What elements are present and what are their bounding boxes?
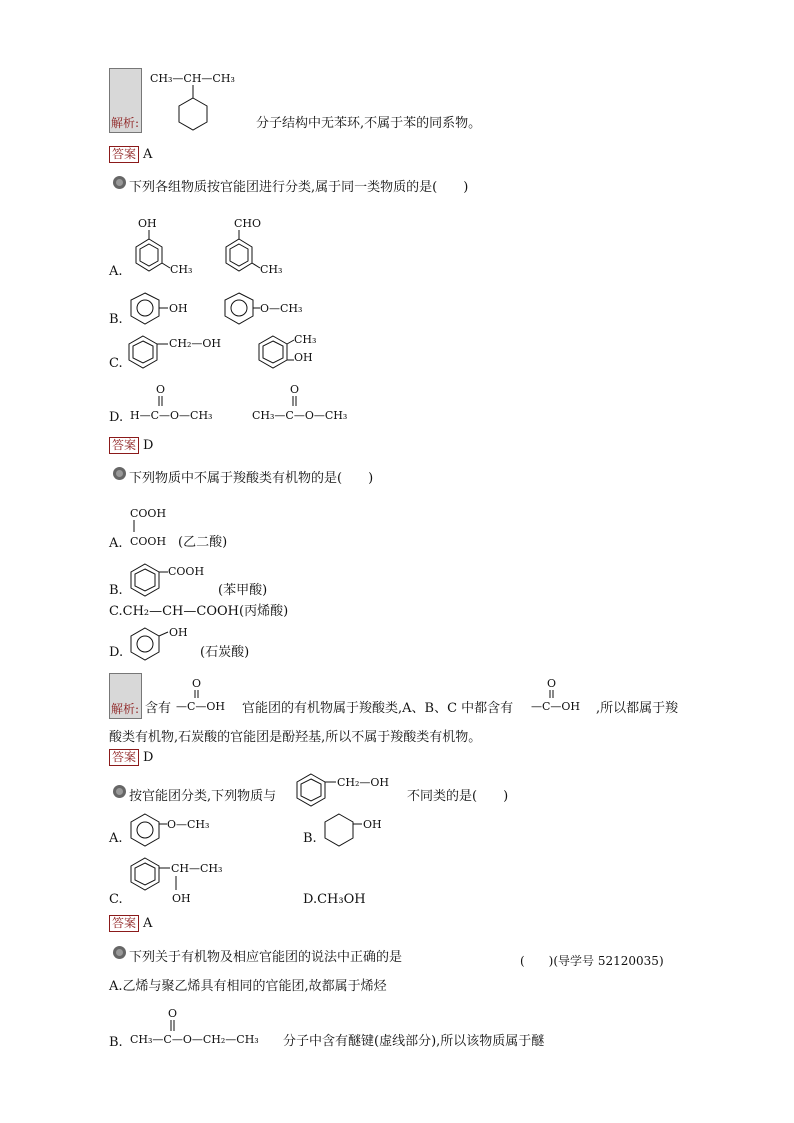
q3-option-d-letter: D. — [109, 645, 124, 660]
isopropyl-cyclohexane-structure — [150, 68, 250, 130]
svg-text:CH—CH₃: CH—CH₃ — [171, 862, 223, 875]
svg-text:CH₃: CH₃ — [294, 333, 317, 346]
q3-option-b-letter: B. — [109, 583, 123, 598]
q3-option-a-letter: A. — [109, 536, 123, 551]
svg-text:OH: OH — [138, 217, 157, 230]
svg-text:CH₂—OH: CH₂—OH — [337, 776, 390, 789]
svg-text:COOH: COOH — [130, 535, 167, 548]
svg-text:H—C—O—CH₃: H—C—O—CH₃ — [130, 409, 213, 422]
svg-text:OH: OH — [294, 351, 313, 364]
svg-text:CH₃—C—O—CH₂—CH₃: CH₃—C—O—CH₂—CH₃ — [130, 1033, 259, 1046]
phenylethanol-structure — [128, 854, 238, 906]
ethyl-acetate-structure — [130, 1006, 290, 1050]
carboxyl-group-structure-2 — [531, 676, 601, 716]
carboxyl-group-structure-1 — [176, 676, 246, 716]
q4-option-c-letter: C. — [109, 892, 123, 907]
svg-text:OH: OH — [169, 302, 188, 315]
benzoic-acid-structure — [128, 560, 228, 600]
question-5-paren-guide: ( )(导学号 52120035) — [520, 954, 664, 968]
answer-value-3: D — [143, 750, 154, 765]
svg-text:O: O — [168, 1007, 178, 1020]
question-4-stem-b: 不同类的是( ) — [407, 789, 509, 804]
q4-option-a-letter: A. — [109, 831, 123, 846]
analysis-label: 解析: — [109, 68, 142, 133]
question-3-stem: 下列物质中不属于羧酸类有机物的是( ) — [129, 471, 374, 486]
svg-text:CH₃: CH₃ — [260, 263, 283, 276]
question-4-stem-a: 按官能团分类,下列物质与 — [129, 789, 277, 804]
q5-option-a: A.乙烯与聚乙烯具有相同的官能团,故都属于烯烃 — [109, 979, 387, 994]
analysis-text-1: 分子结构中无苯环,不属于苯的同系物。 — [256, 116, 482, 131]
answer-value-2: D — [143, 438, 154, 453]
svg-text:CH₃—C—O—CH₃: CH₃—C—O—CH₃ — [252, 409, 348, 422]
svg-text:CH₂—OH: CH₂—OH — [169, 337, 222, 350]
q2-option-c-letter: C. — [109, 356, 123, 371]
answer-value-1: A — [143, 147, 153, 162]
answer-label-3: 答案 — [109, 749, 139, 766]
q4-option-d: D.CH₃OH — [303, 892, 366, 907]
methyl-formate-structure — [130, 382, 240, 422]
answer-label-2: 答案 — [109, 437, 139, 454]
svg-text:O: O — [156, 383, 166, 396]
q5-option-b-letter: B. — [109, 1035, 123, 1050]
q2-option-a-letter: A. — [109, 264, 123, 279]
question-2-stem: 下列各组物质按官能团进行分类,属于同一类物质的是( ) — [129, 180, 469, 195]
anisole-structure — [222, 291, 332, 327]
q2-option-b-letter: B. — [109, 312, 123, 327]
question-icon — [113, 467, 126, 480]
answer-value-4: A — [143, 916, 153, 931]
q3-option-c: C.CH₂—CH—COOH(丙烯酸) — [109, 604, 289, 619]
question-icon — [113, 946, 126, 959]
analysis-3-text-c: ,所以都属于羧 — [596, 701, 679, 716]
q3-option-a-name: (乙二酸) — [178, 535, 228, 550]
svg-text:COOH: COOH — [168, 565, 205, 578]
q2-option-d-letter: D. — [109, 410, 124, 425]
isopropyl-formula: CH₃—CH—CH₃ — [150, 72, 235, 85]
svg-text:CH₃: CH₃ — [170, 263, 193, 276]
answer-label-1: 答案 — [109, 146, 139, 163]
q3-option-b-name: (苯甲酸) — [218, 583, 268, 598]
question-icon — [113, 176, 126, 189]
q5-option-b-text: 分子中含有醚键(虚线部分),所以该物质属于醚 — [283, 1034, 545, 1049]
phenol-structure-d — [128, 624, 208, 664]
m-tolualdehyde-structure — [218, 215, 298, 283]
analysis-label: 解析: — [109, 673, 142, 719]
svg-text:—C—OH: —C—OH — [531, 700, 581, 713]
methyl-acetate-structure — [252, 382, 372, 422]
phenol-structure — [128, 291, 208, 327]
svg-text:O—CH₃: O—CH₃ — [260, 302, 303, 315]
q3-option-d-name: (石炭酸) — [200, 645, 250, 660]
question-5-stem: 下列关于有机物及相应官能团的说法中正确的是 — [129, 950, 403, 965]
o-cresol-structure-c — [256, 332, 336, 372]
svg-text:OH: OH — [172, 892, 191, 905]
svg-text:COOH: COOH — [130, 507, 167, 520]
analysis-3-text-line2: 酸类有机物,石炭酸的官能团是酚羟基,所以不属于羧酸类有机物。 — [109, 730, 482, 745]
svg-text:O: O — [290, 383, 300, 396]
svg-text:O—CH₃: O—CH₃ — [167, 818, 210, 831]
svg-text:O: O — [192, 677, 202, 690]
q4-option-b-letter: B. — [303, 831, 317, 846]
svg-text:CHO: CHO — [234, 217, 262, 230]
analysis-3-text-a: 含有 — [145, 701, 172, 716]
svg-text:—C—OH: —C—OH — [176, 700, 226, 713]
analysis-3-text-b: 官能团的有机物属于羧酸类,A、B、C 中都含有 — [242, 701, 514, 716]
svg-text:OH: OH — [363, 818, 382, 831]
anisole-structure-q4 — [128, 810, 238, 850]
benzyl-alcohol-stem-structure — [294, 770, 414, 810]
svg-text:O: O — [547, 677, 557, 690]
o-cresol-structure — [128, 215, 208, 283]
svg-text:OH: OH — [169, 626, 188, 639]
cyclohexanol-structure — [322, 810, 402, 850]
question-icon — [113, 785, 126, 798]
answer-label-4: 答案 — [109, 915, 139, 932]
benzyl-alcohol-structure — [126, 332, 246, 372]
